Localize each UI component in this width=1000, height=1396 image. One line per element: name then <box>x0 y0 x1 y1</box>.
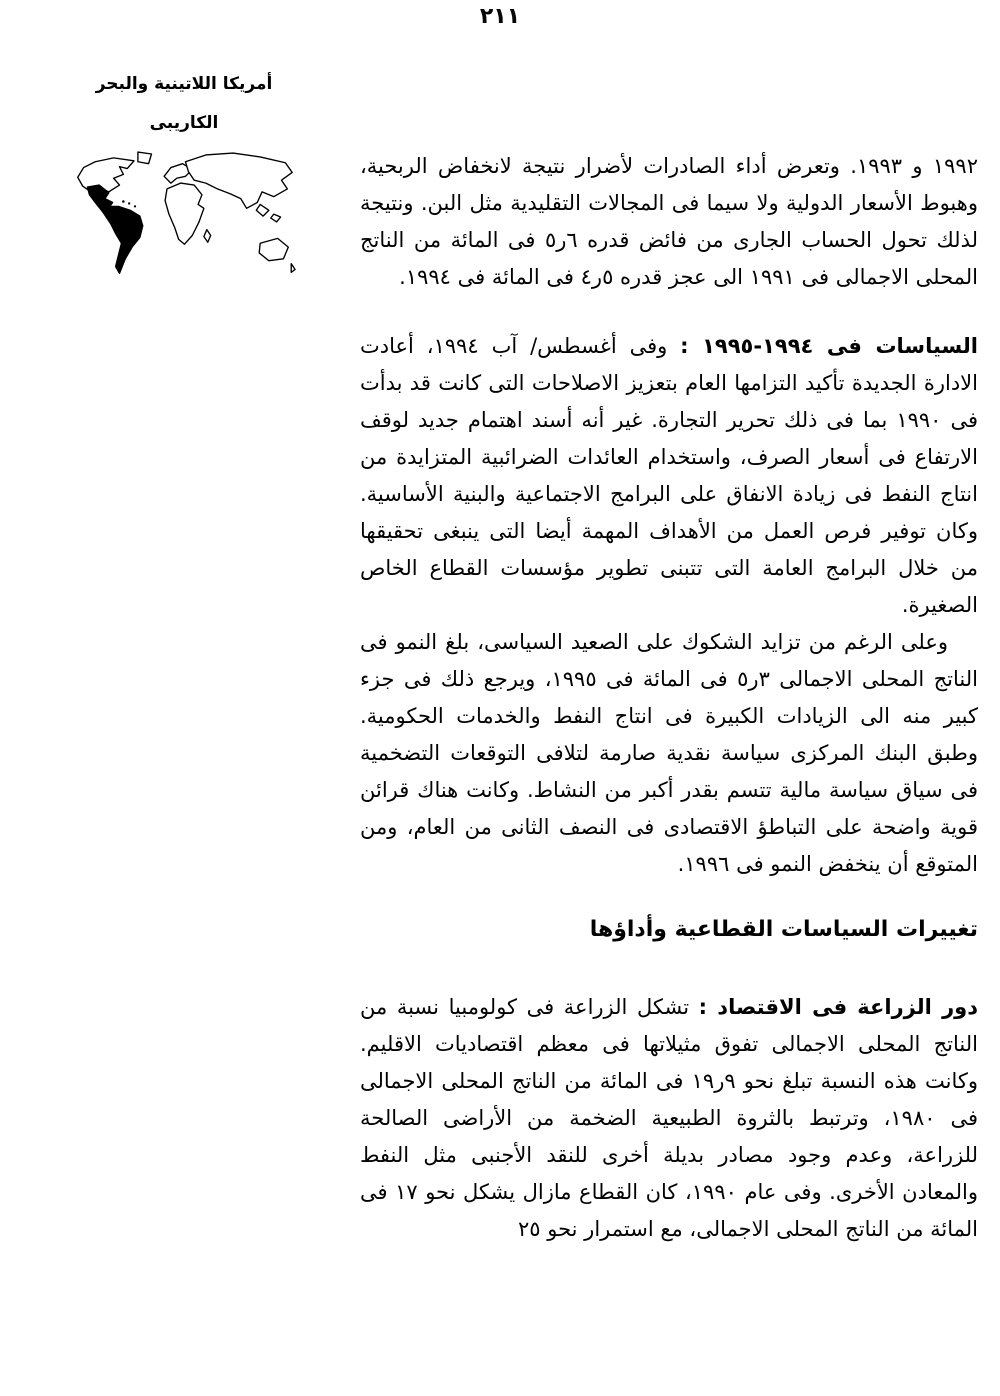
page-number: ٢١١ <box>479 4 521 29</box>
world-map-figure <box>60 145 308 297</box>
paragraph-exports-performance: ١٩٩٢ و ١٩٩٣. وتعرض أداء الصادرات لأضرار نتيجة لانخفاض الربحية، وهبوط الأسعار الدولية ولا سيما فى المجالات التقليدية مثل البن. ونتيجة لذلك تحول الحساب الجارى من فائض قدره ٦ر٥ فى المائة من الناتج المحلى الاجمالى فى ١٩٩١ الى عجز قدره ٥ر٤ فى المائة فى ١٩٩٤. <box>360 154 979 289</box>
world-map-latin-america-icon <box>70 145 298 293</box>
paragraph-agriculture-role <box>360 989 978 1248</box>
section-heading-sectoral-policies: تغييرات السياسات القطاعية وأداؤها <box>589 917 978 942</box>
paragraph-policies-text: وفى أغسطس/ آب ١٩٩٤، أعادت الادارة الجديدة تأكيد التزامها العام بتعزيز الاصلاحات التى كانت قد بدأت فى ١٩٩٠ بما فى ذلك تحرير التجارة. غير أنه أسند اهتمام جديد لوقف الارتفاع فى أسعار الصرف، واستخدام العائدات الضرائبية المتزايدة من انتاج النفط فى زيادة الانفاق على البرامج الاجتماعية والبنية الأساسية. وكان توفير فرص العمل من الأهداف المهمة أيضا التى ينبغى تحقيقها من خلال البرامج العامة التى تتبنى تطوير مؤسسات القطاع الخاص الصغيرة. <box>360 334 978 617</box>
region-map-block <box>60 74 308 297</box>
paragraph-gdp-growth: وعلى الرغم من تزايد الشكوك على الصعيد السياسى، بلغ النمو فى الناتج المحلى الاجمالى ٣ر٥ فى المائة فى ١٩٩٥، ويرجع ذلك فى جزء كبير منه الى الزيادات الكبيرة فى انتاج النفط والخدمات الحكومية. وطبق البنك المركزى سياسة نقدية صارمة لتلافى التوقعات التضخمية فى سياق سياسة مالية تتسم بقدر أكبر من النشاط. وكانت هناك قرائن قوية واضحة على التباطؤ الاقتصادى فى النصف الثانى من العام، ومن المتوقع أن ينخفض النمو فى ١٩٩٦. <box>360 630 978 876</box>
paragraph-policies-lead: السياسات فى ١٩٩٤-١٩٩٥ : <box>680 334 978 358</box>
paragraph-policies-1994-1995 <box>360 328 978 624</box>
paragraph-agriculture-lead: دور الزراعة فى الاقتصاد : <box>698 995 978 1019</box>
map-caption-line2: الكاريبى <box>149 113 219 134</box>
article-body <box>360 148 978 1248</box>
paragraph-agriculture-text: تشكل الزراعة فى كولومبيا نسبة من الناتج المحلى الاجمالى تفوق مثيلاتها فى معظم اقتصاديات الاقليم. وكانت هذه النسبة تبلغ نحو ٩ر١٩ فى المائة من الناتج المحلى الاجمالى فى ١٩٨٠، وترتبط بالثروة الطبيعية الضخمة من الأراضى الصالحة للزراعة، وعدم وجود مصادر بديلة أخرى للنقد الأجنبى مثل النفط والمعادن الأخرى. وفى عام ١٩٩٠، كان القطاع مازال يشكل نحو ١٧ فى المائة من الناتج المحلى الاجمالى، مع استمرار نحو ٢٥ <box>360 995 979 1241</box>
map-caption-line1: أمريكا اللاتينية والبحر <box>95 74 273 94</box>
